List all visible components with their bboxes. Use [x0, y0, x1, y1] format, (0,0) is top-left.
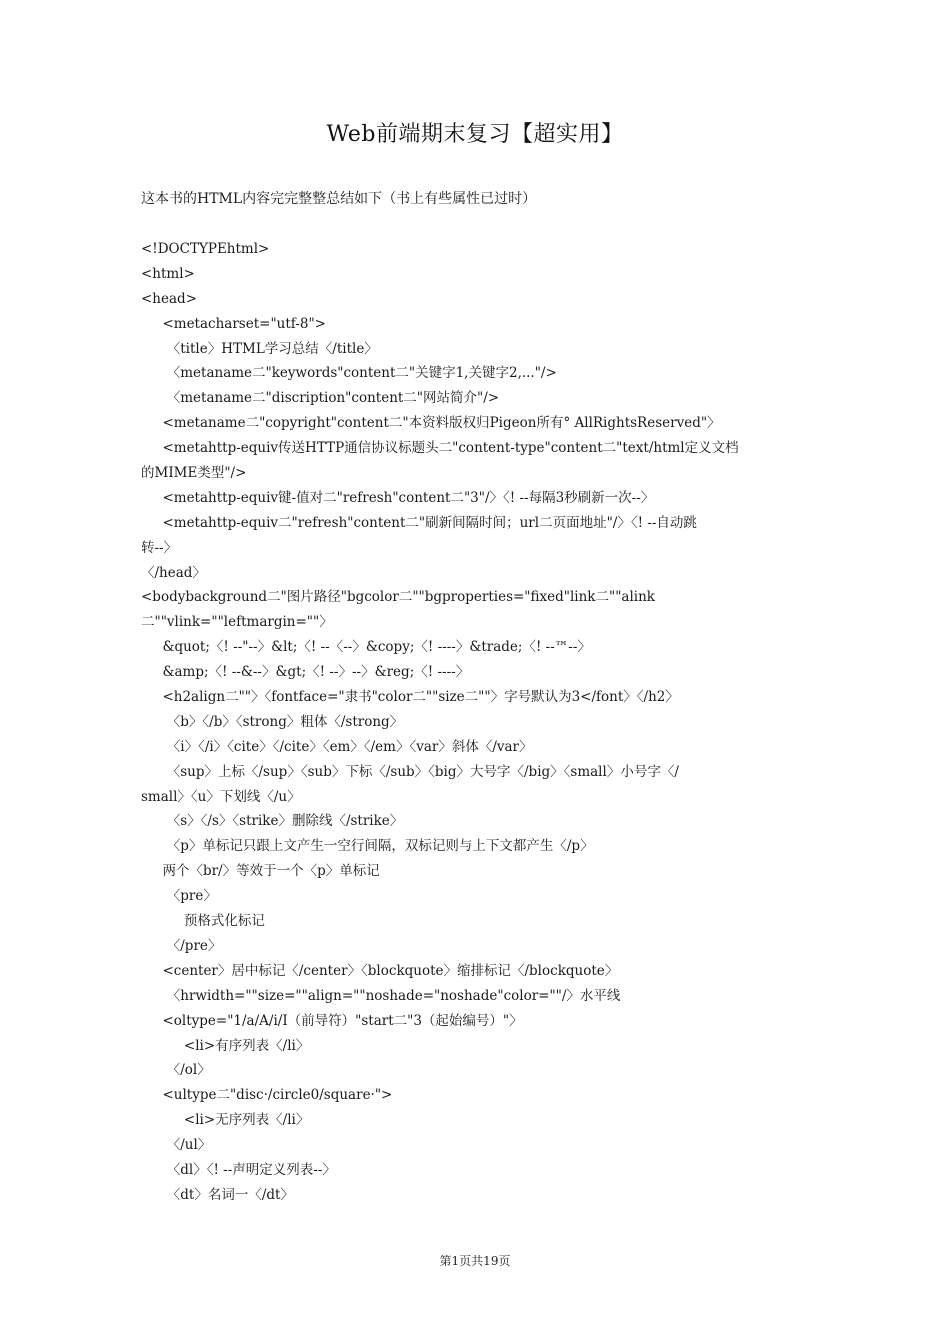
code-line: 〈hrwidth=""size=""align=""noshade="noshade"color=""/〉水平线	[141, 987, 621, 1004]
code-line: 的MIME类型"/>	[141, 465, 247, 482]
code-line: 〈metaname二"discription"content二"网站简介"/>	[141, 390, 500, 407]
page-footer: 第1页共19页	[439, 1254, 511, 1268]
code-line: <center〉居中标记〈/center〉〈blockquote〉缩排标记〈/blockquote〉	[141, 962, 619, 979]
document-title: Web前端期末复习【超实用】	[326, 122, 624, 147]
code-line: 二""vlink=""leftmargin=""〉	[141, 614, 333, 631]
code-line: <li>无序列表〈/li〉	[141, 1112, 310, 1129]
code-line: 〈sup〉上标〈/sup〉〈sub〉下标〈/sub〉〈big〉大号字〈/big〉〈small〉小号字〈/	[141, 763, 679, 780]
code-line: 〈b〉〈/b〉〈strong〉粗体〈/strong〉	[141, 713, 404, 730]
code-line: 〈/head〉	[141, 564, 206, 581]
code-line: <ultype二"disc·/circle0/square·">	[141, 1087, 393, 1104]
code-line: 〈dl〉〈! --声明定义列表--〉	[141, 1161, 336, 1178]
code-line: 〈i〉〈/i〉〈cite〉〈/cite〉〈em〉〈/em〉〈var〉斜体〈/var〉	[141, 738, 533, 755]
code-line: &amp;〈! --&--〉&gt;〈! --〉--〉&reg;〈! ----〉	[141, 664, 470, 681]
code-line: 〈dt〉名词一〈/dt〉	[141, 1186, 294, 1203]
code-line: 〈/ul〉	[141, 1137, 212, 1154]
code-line: <!DOCTYPEhtml>	[141, 241, 270, 257]
code-line: <metahttp-equiv键-值对二"refresh"content二"3"/〉〈! --每隔3秒刷新一次--〉	[141, 489, 655, 506]
code-line: <metacharset="utf-8">	[141, 315, 326, 332]
code-line: 两个〈br/〉等效于一个〈p〉单标记	[141, 863, 380, 880]
code-line: 〈pre〉	[141, 888, 217, 905]
code-line: <oltype="1/a/A/i/I（前导符）"start二"3（起始编号）"〉	[141, 1012, 523, 1029]
code-line: <li>有序列表〈/li〉	[141, 1037, 310, 1054]
code-line: <metahttp-equiv二"refresh"content二"刷新间隔时间；url二页面地址"/〉〈! --自动跳	[141, 514, 697, 531]
code-line: 〈metaname二"keywords"content二"关键字1,关键字2,..."/>	[141, 365, 557, 382]
code-line: <bodybackground二"图片路径"bgcolor二""bgproperties="fixed"link二""alink	[141, 589, 655, 606]
intro-paragraph: 这本书的HTML内容完完整整总结如下（书上有些属性已过时）	[141, 191, 537, 207]
code-line: 〈title〉HTML学习总结〈/title〉	[141, 340, 378, 357]
code-line: 〈/ol〉	[141, 1062, 211, 1079]
code-listing	[141, 237, 841, 1208]
code-line: <html>	[141, 265, 195, 282]
code-line: 预格式化标记	[141, 913, 265, 930]
code-line: <head>	[141, 290, 197, 307]
code-line: 〈p〉单标记只跟上文产生一空行间隔，双标记则与上下文都产生〈/p〉	[141, 838, 594, 855]
code-line: 转--〉	[141, 539, 178, 556]
code-line: <metahttp-equiv传送HTTP通信协议标题头二"content-type"content二"text/html定义文档	[141, 440, 739, 457]
code-line: 〈s〉〈/s〉〈strike〉删除线〈/strike〉	[141, 813, 404, 830]
code-line: &quot;〈! --"--〉&lt;〈! --〈--〉&copy;〈! ----〉&trade;〈! --™--〉	[141, 639, 591, 656]
code-line: small〉〈u〉下划线〈/u〉	[141, 788, 301, 805]
code-line: 〈/pre〉	[141, 937, 222, 954]
code-line: <h2align二""〉〈fontface="隶书"color二""size二""〉字号默认为3</font〉〈/h2〉	[141, 689, 679, 706]
code-line: <metaname二"copyright"content二"本资料版权归Pigeon所有° AllRightsReserved"〉	[141, 415, 721, 432]
